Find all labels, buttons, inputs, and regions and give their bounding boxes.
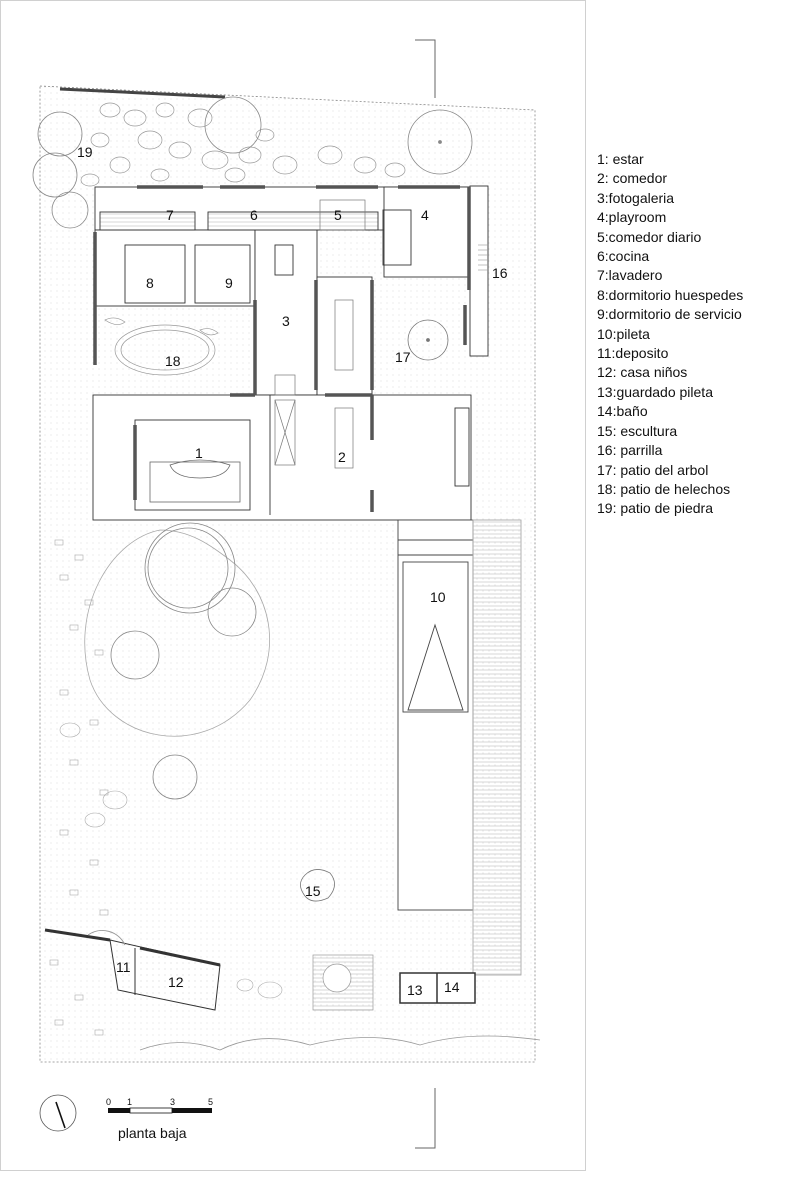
room-number-6: 6 bbox=[250, 207, 258, 223]
room-number-7: 7 bbox=[166, 207, 174, 223]
room-number-11: 11 bbox=[116, 959, 131, 975]
room-number-19: 19 bbox=[77, 144, 93, 160]
room-number-2: 2 bbox=[338, 449, 346, 465]
north-arrow-needle bbox=[56, 1102, 65, 1128]
room-number-16: 16 bbox=[492, 265, 508, 281]
room-number-8: 8 bbox=[146, 275, 154, 291]
site-bracket-top bbox=[415, 40, 435, 98]
deck bbox=[313, 955, 373, 1010]
legend-item: 15: escultura bbox=[597, 422, 678, 439]
legend-item: 6:cocina bbox=[597, 248, 650, 265]
legend-item: 13:guardado pileta bbox=[597, 383, 713, 400]
room-number-9: 9 bbox=[225, 275, 233, 291]
room-number-5: 5 bbox=[334, 207, 342, 223]
legend-item: 12: casa niños bbox=[597, 364, 688, 381]
legend-item: 7:lavadero bbox=[597, 267, 663, 284]
room-number-15: 15 bbox=[305, 883, 321, 899]
room-number-14: 14 bbox=[444, 979, 460, 995]
legend-item: 16: parrilla bbox=[597, 442, 663, 459]
scale-bar bbox=[106, 1097, 213, 1113]
north-arrow bbox=[40, 1095, 76, 1131]
legend-item: 4:playroom bbox=[597, 209, 667, 226]
room-number-3: 3 bbox=[282, 313, 290, 329]
room-number-18: 18 bbox=[165, 353, 181, 369]
scale-tick-label: 3 bbox=[170, 1097, 176, 1107]
legend-item: 3:fotogaleria bbox=[597, 189, 675, 206]
site-bracket-bottom bbox=[415, 1088, 435, 1148]
legend-item: 11:deposito bbox=[597, 345, 669, 362]
room-number-1: 1 bbox=[195, 445, 203, 461]
legend-item: 10:pileta bbox=[597, 325, 650, 342]
legend-item: 1: estar bbox=[597, 151, 644, 167]
room-number-13: 13 bbox=[407, 982, 423, 998]
legend-item: 19: patio de piedra bbox=[597, 500, 713, 517]
legend-item: 8:dormitorio huespedes bbox=[597, 286, 744, 303]
room-number-17: 17 bbox=[395, 349, 411, 365]
legend-item: 14:baño bbox=[597, 403, 648, 420]
scale-tick-label: 0 bbox=[106, 1097, 112, 1107]
legend-item: 5:comedor diario bbox=[597, 228, 702, 245]
pool bbox=[398, 520, 521, 975]
north-arrow-circle bbox=[40, 1095, 76, 1131]
legend-item: 18: patio de helechos bbox=[597, 480, 731, 497]
room-number-10: 10 bbox=[430, 589, 446, 605]
scale-tick-label: 1 bbox=[127, 1097, 133, 1107]
legend-item: 9:dormitorio de servicio bbox=[597, 306, 742, 323]
room-number-4: 4 bbox=[421, 207, 429, 223]
legend bbox=[597, 150, 743, 519]
plan-caption: planta baja bbox=[118, 1125, 187, 1141]
legend-item: 2: comedor bbox=[597, 170, 668, 187]
legend-item: 17: patio del arbol bbox=[597, 461, 709, 478]
scale-tick-label: 5 bbox=[208, 1097, 214, 1107]
room-number-12: 12 bbox=[168, 974, 184, 990]
